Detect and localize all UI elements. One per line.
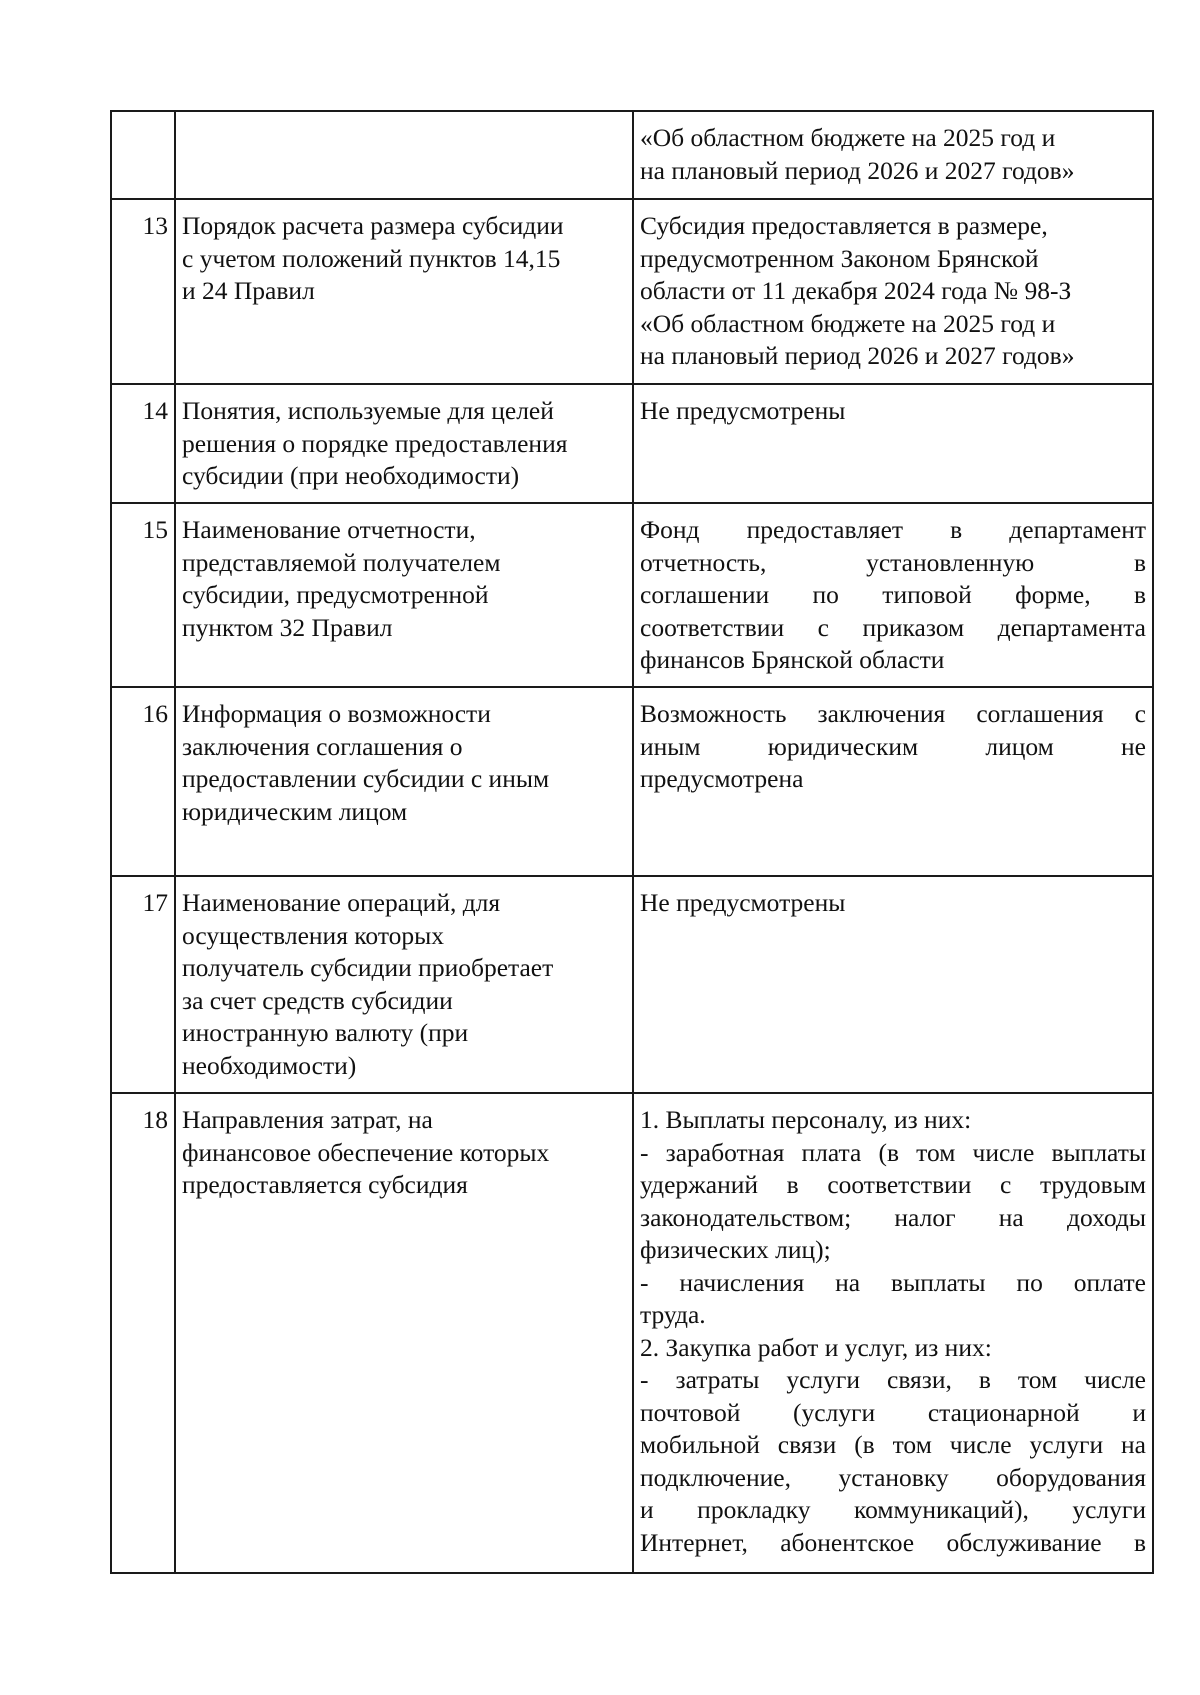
name-line: Порядок расчета размера субсидии — [182, 211, 564, 240]
name-line: с учетом положений пунктов 14,15 — [182, 243, 561, 273]
row-number: 16 — [111, 687, 175, 876]
value-line: труда. — [640, 1300, 706, 1329]
value-line: соглашении по типовой форме, в — [640, 580, 1146, 609]
row-number: 17 — [111, 876, 175, 1093]
row-number: 14 — [111, 384, 175, 503]
document-table — [110, 110, 1154, 1574]
row-value — [633, 199, 1153, 384]
value-line: соответствии с приказом департамента — [640, 612, 1146, 642]
value-line: отчетность, установленную в — [640, 547, 1146, 577]
name-line: предоставлении субсидии с иным — [182, 764, 550, 793]
value-line: на плановый период 2026 и 2027 годов» — [640, 155, 1075, 185]
name-line: иностранную валюту (при — [182, 1018, 469, 1047]
name-line: осуществления которых — [182, 920, 445, 950]
value-line: «Об областном бюджете на 2025 год и — [640, 123, 1056, 152]
value-line: Не предусмотрены — [640, 888, 846, 917]
row-name — [175, 111, 633, 199]
name-line: представляемой получателем — [182, 547, 501, 577]
table-row — [111, 1093, 1153, 1573]
value-line: и прокладку коммуникаций), услуги — [640, 1495, 1146, 1524]
value-line: - затраты услуги связи, в том числе — [640, 1365, 1146, 1394]
name-line: Наименование операций, для — [182, 888, 501, 917]
name-line: Информация о возможности — [182, 699, 491, 728]
row-number: 18 — [111, 1093, 175, 1573]
value-line: 2. Закупка работ и услуг, из них: — [640, 1332, 992, 1362]
value-line: Интернет, абонентское обслуживание в — [640, 1527, 1146, 1557]
name-line: Наименование отчетности, — [182, 515, 476, 544]
name-line: юридическим лицом — [182, 796, 408, 826]
name-line: заключения соглашения о — [182, 731, 463, 761]
table-row — [111, 687, 1153, 876]
value-line: - начисления на выплаты по оплате — [640, 1267, 1146, 1297]
value-line: на плановый период 2026 и 2027 годов» — [640, 341, 1075, 370]
value-line: «Об областном бюджете на 2025 год и — [640, 308, 1056, 338]
row-value — [633, 111, 1153, 199]
table-row — [111, 876, 1153, 1093]
row-value — [633, 687, 1153, 876]
value-line: Субсидия предоставляется в размере, — [640, 211, 1048, 240]
row-name — [175, 876, 633, 1093]
name-line: Понятия, используемые для целей — [182, 396, 554, 425]
row-value — [633, 503, 1153, 687]
name-line: пунктом 32 Правил — [182, 612, 393, 642]
value-line: финансов Брянской области — [640, 645, 945, 674]
row-name — [175, 687, 633, 876]
name-line: субсидии (при необходимости) — [182, 461, 520, 490]
row-value — [633, 1093, 1153, 1573]
value-line: предусмотренном Законом Брянской — [640, 243, 1039, 273]
value-line: иным юридическим лицом не — [640, 731, 1146, 761]
row-name — [175, 199, 633, 384]
value-line: физических лиц); — [640, 1235, 831, 1264]
value-line: законодательством; налог на доходы — [640, 1202, 1146, 1232]
name-line: решения о порядке предоставления — [182, 428, 568, 458]
value-line: Не предусмотрены — [640, 396, 846, 425]
value-line: Фонд предоставляет в департамент — [640, 515, 1146, 544]
table-row — [111, 384, 1153, 503]
row-value — [633, 384, 1153, 503]
row-number: 15 — [111, 503, 175, 687]
row-number: 13 — [111, 199, 175, 384]
value-line: 1. Выплаты персоналу, из них: — [640, 1105, 972, 1134]
name-line: необходимости) — [182, 1050, 357, 1080]
table-row — [111, 503, 1153, 687]
row-number — [111, 111, 175, 199]
value-line: удержаний в соответствии с трудовым — [640, 1170, 1146, 1199]
name-line: получатель субсидии приобретает — [182, 953, 554, 982]
value-line: почтовой (услуги стационарной и — [640, 1397, 1146, 1427]
name-line: субсидии, предусмотренной — [182, 580, 489, 609]
name-line: Направления затрат, на — [182, 1105, 433, 1134]
row-name — [175, 384, 633, 503]
table-row — [111, 199, 1153, 384]
value-line: подключение, установку оборудования — [640, 1462, 1146, 1492]
name-line: и 24 Правил — [182, 276, 315, 305]
value-line: - заработная плата (в том числе выплаты — [640, 1137, 1146, 1167]
table-row — [111, 111, 1153, 199]
name-line: за счет средств субсидии — [182, 985, 453, 1015]
name-line: финансовое обеспечение которых — [182, 1137, 550, 1167]
value-line: области от 11 декабря 2024 года № 98-З — [640, 276, 1072, 305]
value-line: Возможность заключения соглашения с — [640, 699, 1146, 728]
row-name — [175, 1093, 633, 1573]
row-name — [175, 503, 633, 687]
row-value — [633, 876, 1153, 1093]
value-line: мобильной связи (в том числе услуги на — [640, 1430, 1146, 1459]
name-line: предоставляется субсидия — [182, 1170, 468, 1199]
value-line: предусмотрена — [640, 764, 804, 793]
